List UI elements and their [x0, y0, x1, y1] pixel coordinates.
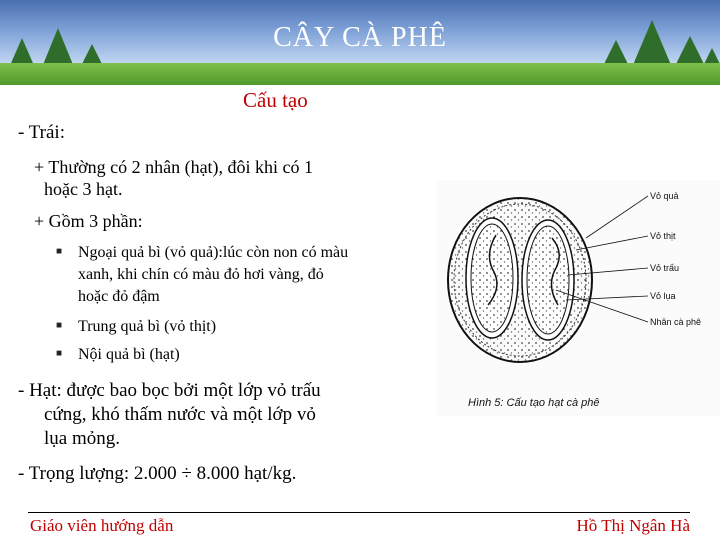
part3: Nội quả bì (hạt) — [78, 346, 180, 363]
label-vo-trau: Vỏ trấu — [650, 263, 680, 273]
bullet-icon: ■ — [56, 320, 63, 331]
coffee-cross-section-diagram — [436, 180, 720, 416]
label-vo-lua: Vỏ lụa — [650, 291, 676, 301]
trai-item2: + Gồm 3 phần: — [34, 211, 143, 231]
bullet-icon: ■ — [56, 246, 63, 257]
trai-item1-line1: + Thường có 2 nhân (hạt), đôi khi có 1 — [34, 157, 314, 177]
label-nhan-ca-phe: Nhân cà phê — [650, 317, 702, 327]
grass-strip — [0, 63, 720, 85]
hat-line2: cứng, khó thấm nước và một lớp vỏ — [44, 404, 316, 425]
trai-item1-line2: hoặc 3 hạt. — [44, 179, 123, 199]
part1-line3: hoặc đỏ đậm — [78, 288, 160, 305]
section-title: Cấu tạo — [243, 88, 308, 112]
hat-line3: lụa mỏng. — [44, 428, 120, 449]
part2: Trung quả bì (vỏ thịt) — [78, 318, 217, 335]
label-vo-qua: Vỏ quả — [650, 191, 679, 201]
figure-caption: Hình 5: Cấu tạo hạt cà phê — [468, 397, 600, 409]
bullet-icon: ■ — [56, 348, 63, 359]
header-banner — [0, 0, 720, 85]
weight-line: - Trọng lượng: 2.000 ÷ 8.000 hạt/kg. — [18, 463, 297, 484]
footer-divider — [28, 512, 690, 513]
label-vo-thit: Vỏ thịt — [650, 231, 676, 241]
part1-line1: Ngoại quả bì (vỏ quả):lúc còn non có màu — [78, 244, 349, 261]
coffee-bean-figure — [436, 180, 720, 416]
part1-line2: xanh, khi chín có màu đỏ hơi vàng, đỏ — [78, 266, 324, 283]
footer-right: Hồ Thị Ngân Hà — [576, 516, 690, 535]
page-title: CÂY CÀ PHÊ — [273, 22, 447, 53]
hat-line1: - Hạt: được bao bọc bởi một lớp vỏ trấu — [18, 380, 321, 401]
trai-heading: - Trái: — [18, 122, 65, 143]
footer-left: Giáo viên hướng dẫn — [30, 516, 174, 535]
